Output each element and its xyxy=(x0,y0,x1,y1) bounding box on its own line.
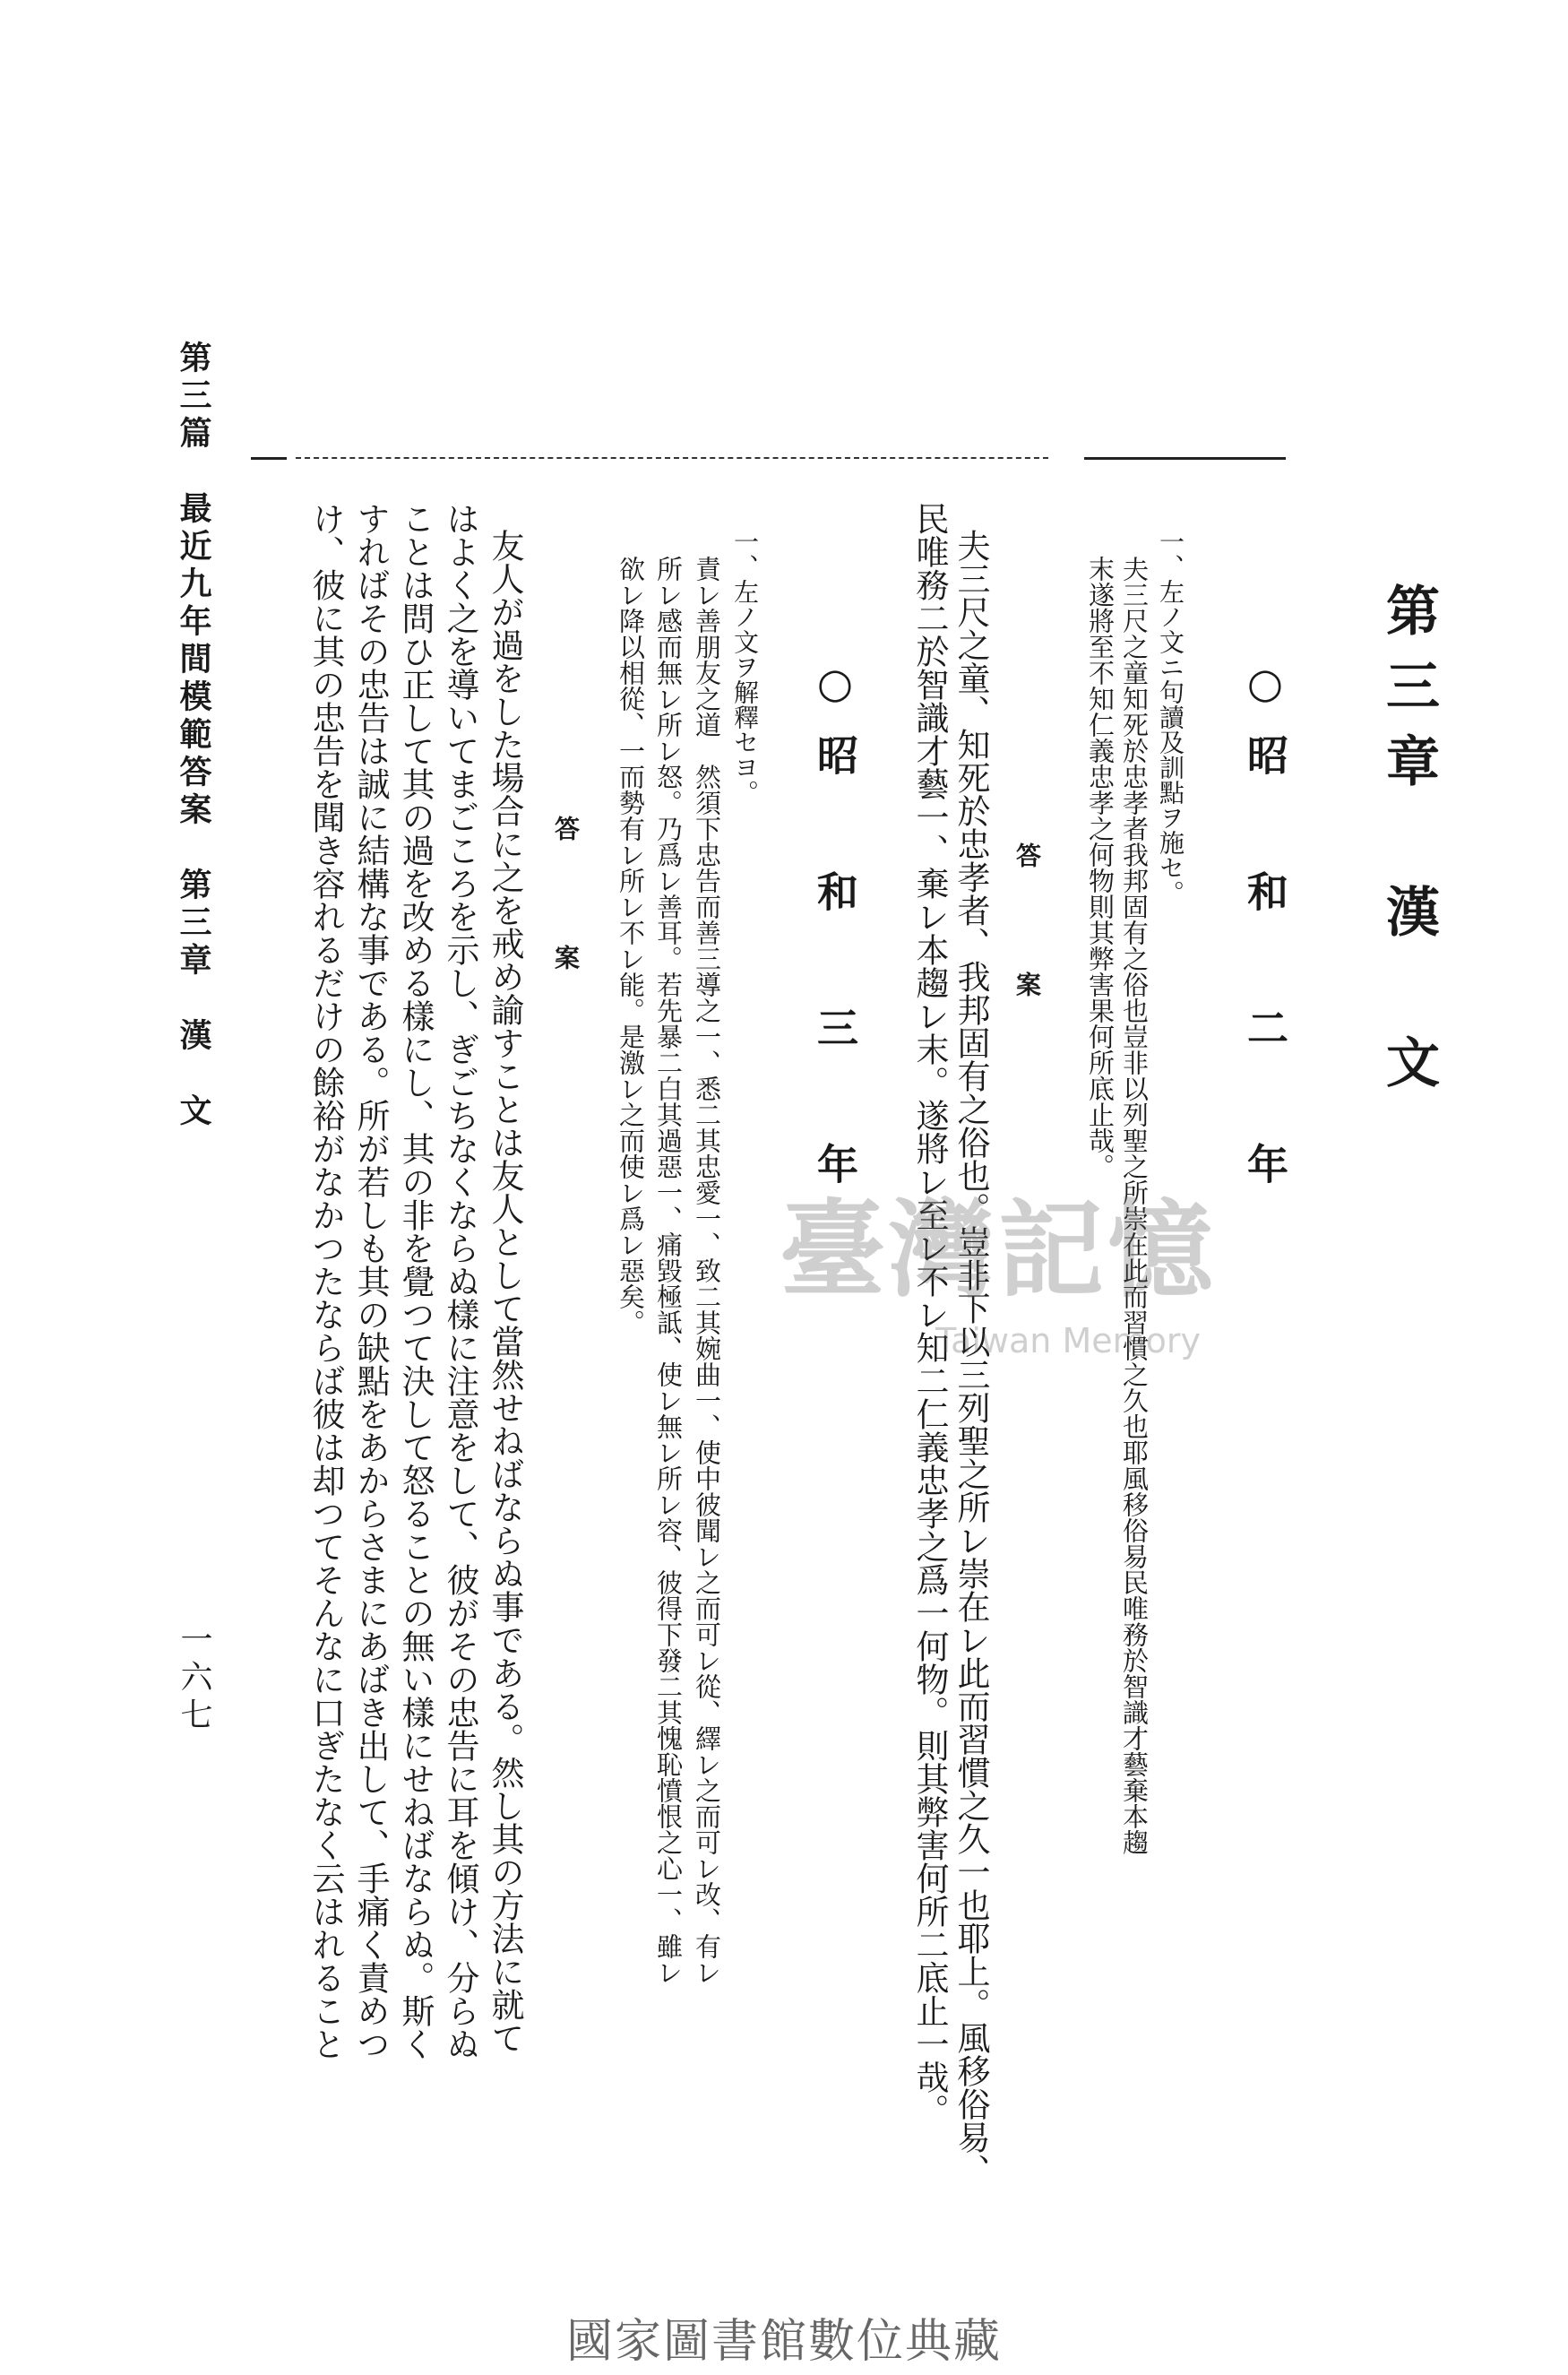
answer3-line-3: ことは問ひ正して其の過を改める樣にし、其の非を覺つて決して怒ることの無い樣にせねばならぬ。斯く xyxy=(396,502,435,2060)
question-text-line-1: 夫三尺之童知死於忠孝者我邦固有之俗也豈非以列聖之所崇在此而習慣之久也耶風移俗易民唯務於智識才藝棄本趨 xyxy=(1119,556,1150,1855)
watermark-logo xyxy=(780,1165,1217,1360)
watermark-en: Taiwan Memory xyxy=(935,1321,1202,1360)
question3-text-line-1: 責レ善朋友之道 然須下忠告而善三導之一、悉二其忠愛一、致二其婉曲一、使中彼聞レ之而可レ從、繹レ之而可レ改、有レ xyxy=(692,556,722,1985)
footer-credit: 國家圖書館數位典藏 xyxy=(565,2315,1002,2369)
answer-heading-showa-2: 答 案 xyxy=(1012,842,1042,1015)
answer-heading-showa-3: 答 案 xyxy=(551,816,581,988)
chapter-title: 第三章 漢 文 xyxy=(1377,583,1440,1110)
page-number: 一六七 xyxy=(176,1622,212,1735)
year-heading-showa-3: ○昭 和 三 年 xyxy=(811,659,859,1211)
question-showa-3: 一、左ノ文ヲ解釋セヨ。 xyxy=(730,529,760,805)
answer3-line-5: け、彼に其の忠告を聞き容れるだけの餘裕がなかつたならば彼は却つてそんなに口ぎたなく云はれること xyxy=(306,502,345,2060)
answer3-line-1: 友人が過をした場合に之を戒め諭すことは友人として當然せねばならぬ事である。然し其の方法に就て xyxy=(486,529,524,2054)
top-rule-right xyxy=(1084,457,1286,460)
watermark-cjk: 臺灣記憶 xyxy=(780,1188,1218,1312)
answer3-line-4: すればその忠告は誠に結構な事である。所が若しも其の缺點をあからさまにあばき出して、手痛く責めつ xyxy=(351,502,390,2060)
top-rule-left xyxy=(251,457,287,460)
answer-line-2: 民唯務二於智識才藝一、棄レ本趨レ末。遂將レ至レ不レ知二仁義忠孝之爲一何物。則其弊害何所二底止一哉。 xyxy=(910,502,949,2127)
question-text-line-2: 末遂將至不知仁義忠孝之何物則其弊害果何所底止哉。 xyxy=(1085,556,1116,1179)
answer-line-1: 夫三尺之童、知死於忠孝者、我邦固有之俗也。豈非下以三列聖之所レ崇在レ此而習慣之久一也耶上。風移俗易、 xyxy=(952,529,990,2187)
question-showa-2: 一、左ノ文ニ句讀及訓點ヲ施セ。 xyxy=(1156,529,1185,905)
year-heading-showa-2: ○昭 和 二 年 xyxy=(1241,659,1289,1211)
running-header: 第三篇 最近九年間模範答案 第三章 漢 文 xyxy=(175,341,212,1131)
answer3-line-2: はよく之を導いてまごころを示し、ぎごちなくならぬ樣に注意をして、彼がその忠告に耳を傾け、分らぬ xyxy=(441,502,479,2060)
top-rule-middle xyxy=(296,457,1048,459)
question3-text-line-2: 所レ感而無レ所レ怒。乃爲レ善耳。若先暴二白其過惡一、痛毀極詆、使レ無レ所レ容、彼得下發二其愧恥憤恨之心一、雖レ xyxy=(653,556,684,1985)
question3-text-line-3: 欲レ降以相從、一而勢有レ所レ不レ能。是激レ之而使レ爲レ惡矣。 xyxy=(616,556,646,1335)
